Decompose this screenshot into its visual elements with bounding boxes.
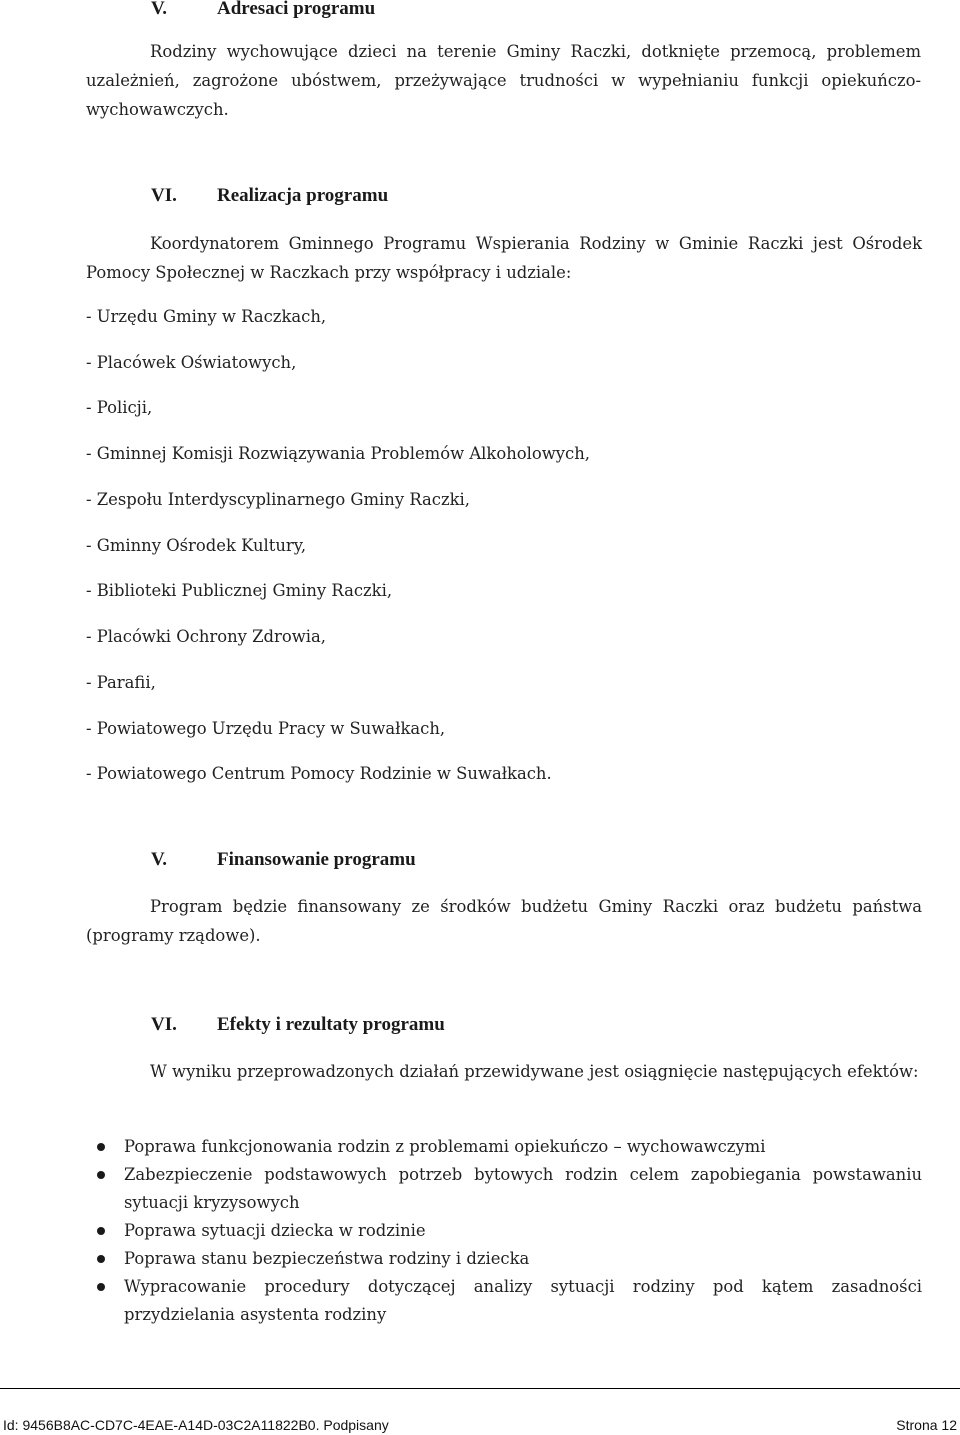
bullet-icon xyxy=(97,1283,105,1291)
list-item xyxy=(86,1273,922,1329)
list-item xyxy=(86,1217,922,1245)
partner-item: - Gminnej Komisji Rozwiązywania Problemów Alkoholowych, xyxy=(86,444,590,463)
partner-item: - Placówki Ochrony Zdrowia, xyxy=(86,627,326,646)
list-item-text: Poprawa funkcjonowania rodzin z problemami opiekuńczo – wychowawczymi xyxy=(124,1137,766,1156)
paragraph-text: W wyniku przeprowadzonych działań przewidywane jest osiągnięcie następujących efektów: xyxy=(150,1062,919,1081)
footer-rule xyxy=(0,1388,960,1389)
section-number: VI. xyxy=(151,185,177,206)
effects-list xyxy=(86,1133,922,1329)
paragraph-efekty xyxy=(86,1057,922,1086)
paragraph-realizacja xyxy=(86,229,922,287)
section-title: Realizacja programu xyxy=(217,185,389,206)
list-item xyxy=(86,1161,922,1217)
paragraph-text: Koordynatorem Gminnego Programu Wspierania Rodziny w Gminie Raczki jest Ośrodek Pomocy Społecznej w Raczkach przy współpracy i udziale: xyxy=(86,234,922,282)
list-item xyxy=(86,1245,922,1273)
list-item-text: Zabezpieczenie podstawowych potrzeb bytowych rodzin celem zapobiegania powstawaniu sytuacji kryzysowych xyxy=(124,1165,922,1212)
partner-item: - Policji, xyxy=(86,398,153,417)
bullet-icon xyxy=(97,1255,105,1263)
page-number: Strona 12 xyxy=(896,1417,957,1433)
bullet-icon xyxy=(97,1171,105,1179)
list-item-text: Poprawa sytuacji dziecka w rodzinie xyxy=(124,1221,426,1240)
partner-item: - Placówek Oświatowych, xyxy=(86,353,297,372)
list-item-text: Poprawa stanu bezpieczeństwa rodziny i dziecka xyxy=(124,1249,530,1268)
partner-item: - Biblioteki Publicznej Gminy Raczki, xyxy=(86,581,393,600)
list-item-text: Wypracowanie procedury dotyczącej analizy sytuacji rodziny pod kątem zasadności przydzielania asystenta rodziny xyxy=(124,1277,922,1324)
section-title: Efekty i rezultaty programu xyxy=(217,1014,445,1035)
paragraph-finansowanie xyxy=(86,892,922,950)
partner-item: - Zespołu Interdyscyplinarnego Gminy Raczki, xyxy=(86,490,471,509)
partner-item: - Parafii, xyxy=(86,673,156,692)
section-title: Adresaci programu xyxy=(217,0,376,19)
bullet-icon xyxy=(97,1227,105,1235)
paragraph-adresaci xyxy=(86,37,921,124)
section-number: V. xyxy=(151,849,168,870)
paragraph-text: Rodziny wychowujące dzieci na terenie Gminy Raczki, dotknięte przemocą, problemem uzależnień, zagrożone ubóstwem, przeżywające trudności w wypełnianiu funkcji opiekuńczo-wychowawczych. xyxy=(86,42,921,119)
partner-item: - Urzędu Gminy w Raczkach, xyxy=(86,307,327,326)
list-item xyxy=(86,1133,922,1161)
section-title: Finansowanie programu xyxy=(217,849,416,870)
section-number: VI. xyxy=(151,1014,177,1035)
paragraph-text: Program będzie finansowany ze środków budżetu Gminy Raczki oraz budżetu państwa (programy rządowe). xyxy=(86,897,922,945)
partner-item: - Gminny Ośrodek Kultury, xyxy=(86,536,307,555)
bullet-icon xyxy=(97,1143,105,1151)
partner-item: - Powiatowego Centrum Pomocy Rodzinie w Suwałkach. xyxy=(86,764,552,783)
section-number: V. xyxy=(151,0,168,19)
partner-item: - Powiatowego Urzędu Pracy w Suwałkach, xyxy=(86,719,446,738)
document-id: Id: 9456B8AC-CD7C-4EAE-A14D-03C2A11822B0. Podpisany xyxy=(3,1417,389,1433)
